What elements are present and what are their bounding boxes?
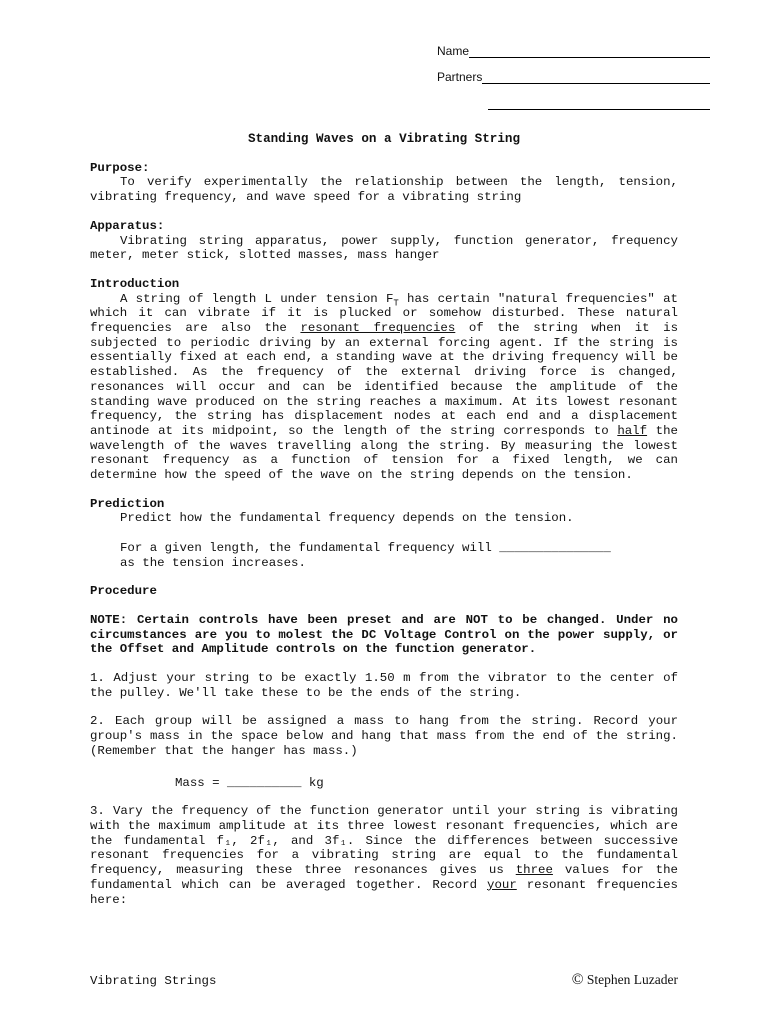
intro-segment: of the string when it is subjected to periodic driving by an external forcing agent. If the string is essentially fixed at each end, a standing wave at the driving frequency will be established. As the frequency of the external driving force is changed, resonances will occur and can be identified because the amplitude of the standing wave produced on the string reaches a maximum. At its lowest resonant frequency, the string has displacement nodes at each end and a displacement antinode at its midpoint, so the length of the string corresponds to	[90, 321, 679, 438]
intro-segment: has certain "natural frequencies" at which it can vibrate if it is plucked or somehow disturbed. These natural frequencies are also the	[90, 291, 678, 336]
apparatus-heading: Apparatus:	[90, 218, 165, 233]
intro-segment: the wavelength of the waves travelling along the string. By measuring the lowest resonant frequency as a function of tension for a fixed length, we can determine how the speed of the wave on the string depends on the tension.	[90, 423, 678, 483]
name-blank-line	[469, 44, 710, 58]
footer-copyright	[572, 973, 678, 988]
mass-fill-in-text: Mass = __________ kg	[175, 775, 324, 790]
procedure-step-1	[90, 671, 678, 700]
procedure-heading: Procedure	[90, 584, 157, 599]
procedure-section	[90, 584, 678, 599]
prediction-fill-in-line: For a given length, the fundamental frequency will _______________	[120, 540, 611, 555]
apparatus-text: Vibrating string apparatus, power supply, function generator, frequency meter, meter stick, slotted masses, mass hanger	[90, 233, 678, 263]
step3-segment: resonant frequencies here:	[90, 877, 678, 907]
procedure-step-3	[90, 804, 678, 907]
partners-blank-line	[482, 70, 710, 84]
purpose-heading: Purpose:	[90, 160, 150, 175]
footer-author: Stephen Luzader	[583, 972, 678, 987]
half-underlined: half	[617, 423, 648, 438]
mass-fill-in	[90, 776, 678, 791]
three-underlined: three	[515, 863, 553, 878]
step-2-text: 2. Each group will be assigned a mass to hang from the string. Record your group's mass in the space below and hang that mass from the end of the string. (Remember that the hanger has mass.)	[90, 714, 678, 758]
step-3-text	[90, 804, 678, 907]
your-underlined: your	[487, 877, 517, 892]
resonant-frequencies-underlined: resonant frequencies	[300, 321, 456, 336]
introduction-text	[90, 292, 678, 483]
apparatus-section	[90, 219, 678, 263]
prediction-heading: Prediction	[90, 496, 165, 511]
step3-segment: values for the fundamental which can be averaged together. Record	[90, 863, 678, 892]
prediction-line-1: Predict how the fundamental frequency depends on the tension.	[120, 511, 574, 526]
procedure-step-2	[90, 714, 678, 758]
introduction-heading: Introduction	[90, 276, 180, 291]
introduction-section	[90, 277, 678, 483]
document-title: Standing Waves on a Vibrating String	[247, 132, 521, 146]
intro-segment: A string of length L under tension F	[120, 291, 394, 306]
step-1-text: 1. Adjust your string to be exactly 1.50 m from the vibrator to the center of the pulley. We'll take these to be the ends of the string.	[90, 671, 678, 700]
page-footer	[90, 973, 678, 989]
document-page	[0, 42, 768, 1036]
tension-subscript: T	[393, 298, 399, 309]
purpose-section	[90, 161, 678, 205]
purpose-text: To verify experimentally the relationship between the length, tension, vibrating frequency, and wave speed for a vibrating string	[90, 175, 678, 205]
name-partners-block	[437, 42, 710, 110]
prediction-body	[90, 511, 678, 570]
note-text: NOTE: Certain controls have been preset and are NOT to be changed. Under no circumstances are you to molest the DC Voltage Control on the power supply, or the Offset and Amplitude controls on the function generator.	[90, 612, 678, 657]
extra-blank-line	[488, 96, 710, 110]
procedure-note	[90, 613, 678, 657]
footer-document-name: Vibrating Strings	[90, 974, 217, 988]
step3-segment: 3. Vary the frequency of the function generator until your string is vibrating with the maximum amplitude at its three lowest resonant frequencies, which are the fundamental f₁, 2f₁, and 3f₁. Since the differences between successive resonant frequencies for a vibrating string are equal to the fundamental frequency, measuring these three resonances gives us	[90, 804, 678, 878]
name-label: Name	[437, 44, 470, 58]
copyright-icon: ©	[571, 971, 584, 988]
name-row	[437, 42, 710, 58]
prediction-line-3: as the tension increases.	[120, 555, 306, 570]
prediction-section	[90, 497, 678, 571]
partners-row	[437, 68, 710, 84]
extra-partner-row	[437, 94, 710, 110]
prediction-gap	[120, 526, 678, 541]
partners-label: Partners	[437, 70, 483, 84]
